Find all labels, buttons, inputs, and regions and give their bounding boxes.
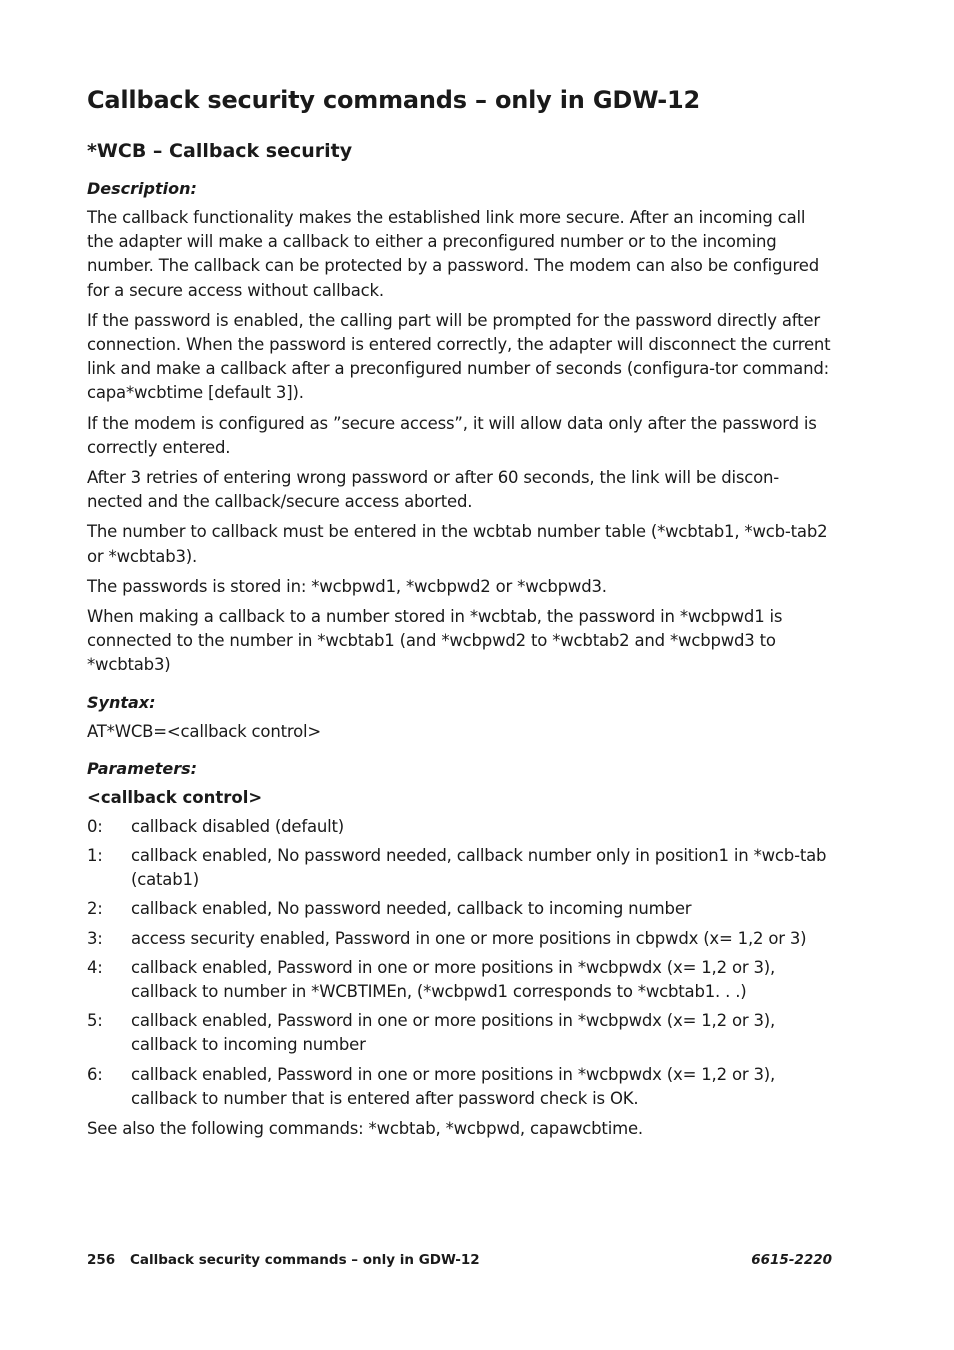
description-label: Description: xyxy=(87,179,197,198)
option-row xyxy=(87,897,832,921)
parameter-name: <callback control> xyxy=(87,787,263,807)
page-title: Callback security commands – only in GDW-12 xyxy=(87,86,701,114)
description-paragraph: If the modem is configured as ”secure access”, it will allow data only after the password is correctly entered. xyxy=(87,413,817,457)
parameters-label: Parameters: xyxy=(87,758,198,778)
option-code: 0: xyxy=(87,816,103,836)
option-row xyxy=(87,844,832,892)
page-footer xyxy=(87,1250,832,1270)
syntax-text: AT*WCB=<callback control> xyxy=(87,721,321,741)
section-heading: *WCB – Callback security xyxy=(87,140,353,162)
option-text: callback enabled, No password needed, callback to incoming number xyxy=(131,899,692,919)
option-code: 6: xyxy=(87,1064,103,1084)
option-code: 1: xyxy=(87,846,103,866)
option-text: callback enabled, Password in one or more positions in *wcbpwdx (x= 1,2 or 3), callback to number that is entered after password check is OK. xyxy=(131,1064,776,1108)
option-code: 2: xyxy=(87,899,103,919)
page-content xyxy=(87,84,832,1141)
description-paragraph: When making a callback to a number stored in *wcbtab, the password in *wcbpwd1 is connected to the number in *wcbtab1 (and *wcbpwd2 to *wcbtab2 and *wcbpwd3 to *wcbtab3) xyxy=(87,607,783,675)
description-paragraph: If the password is enabled, the calling part will be prompted for the password directly after connection. When the password is entered correctly, the adapter will disconnect the current link and make a callback after a preconfigured number of seconds (configura-tor command: capa*wcbtime [default 3]). xyxy=(87,310,831,403)
option-text: callback enabled, Password in one or more positions in *wcbpwdx (x= 1,2 or 3), callback to incoming number xyxy=(131,1011,776,1055)
option-text: access security enabled, Password in one or more positions in cbpwdx (x= 1,2 or 3) xyxy=(131,928,807,948)
description-paragraph: The callback functionality makes the established link more secure. After an incoming call the adapter will make a callback to either a preconfigured number or to the incoming number. The callback can be protected by a password. The modem can also be configured for a secure access without callback. xyxy=(87,208,819,300)
option-text: callback enabled, No password needed, callback number only in position1 in *wcb-tab (catab1) xyxy=(131,846,827,890)
option-code: 5: xyxy=(87,1011,103,1031)
see-also-text: See also the following commands: *wcbtab, *wcbpwd, capawcbtime. xyxy=(87,1119,643,1139)
option-text: callback disabled (default) xyxy=(131,816,345,836)
option-row xyxy=(87,1009,832,1057)
page-number: 256 xyxy=(87,1252,116,1268)
option-code: 4: xyxy=(87,957,103,977)
option-text: callback enabled, Password in one or more positions in *wcbpwdx (x= 1,2 or 3), callback to number in *WCBTIMEn, (*wcbpwd1 corresponds to *wcbtab1. . .) xyxy=(131,957,776,1002)
footer-section-title: Callback security commands – only in GDW-12 xyxy=(130,1252,480,1268)
option-row xyxy=(87,927,832,951)
option-code: 3: xyxy=(87,928,103,948)
option-row xyxy=(87,815,832,839)
description-paragraph: After 3 retries of entering wrong password or after 60 seconds, the link will be discon-nected and the callback/secure access aborted. xyxy=(87,468,780,512)
document-number: 6615-2220 xyxy=(751,1252,832,1268)
syntax-label: Syntax: xyxy=(87,692,156,712)
description-paragraph: The passwords is stored in: *wcbpwd1, *wcbpwd2 or *wcbpwd3. xyxy=(87,576,607,596)
option-row xyxy=(87,956,832,1004)
description-paragraph: The number to callback must be entered in the wcbtab number table (*wcbtab1, *wcb-tab2 or *wcbtab3). xyxy=(87,522,828,566)
option-row xyxy=(87,1063,832,1111)
